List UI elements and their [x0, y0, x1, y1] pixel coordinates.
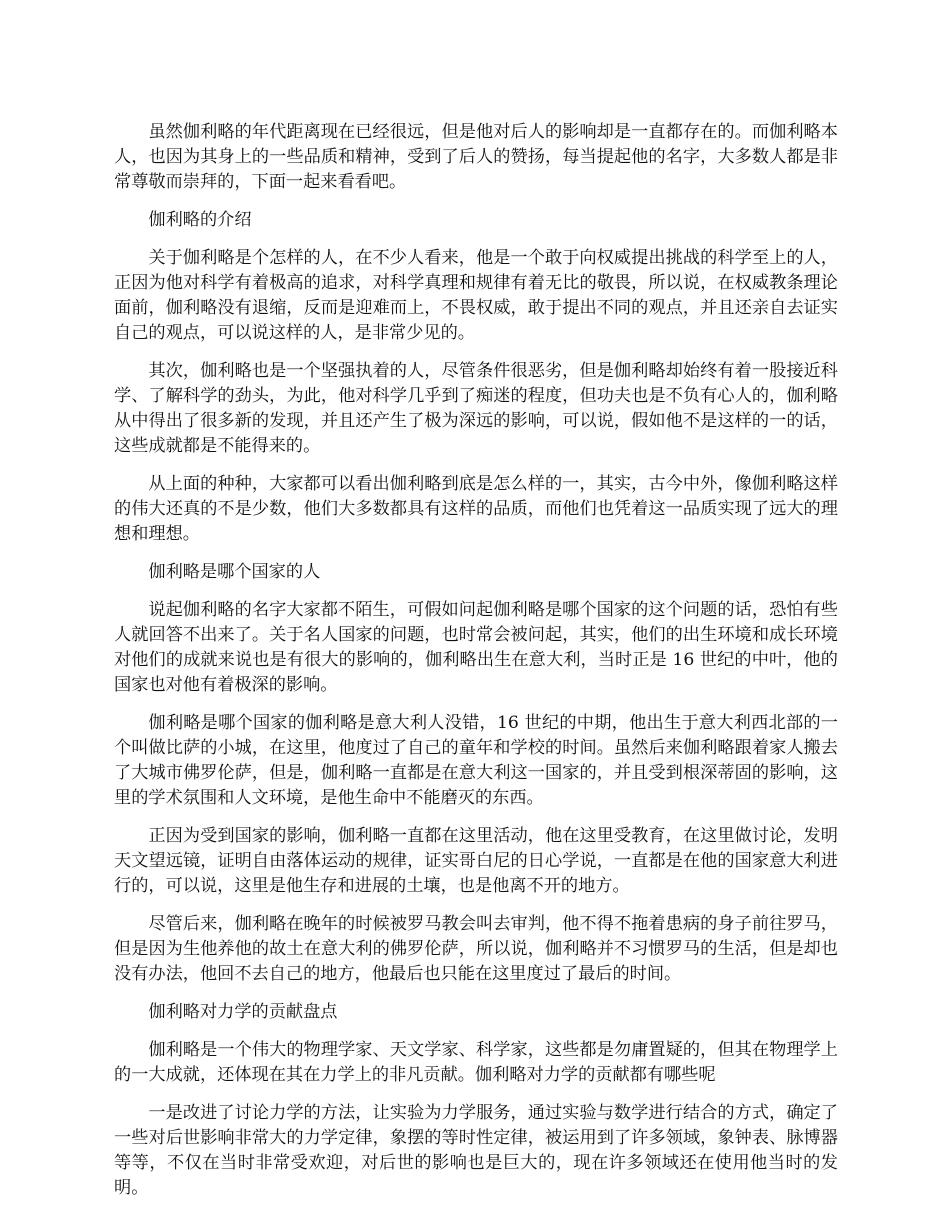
paragraph: 说起伽利略的名字大家都不陌生，可假如问起伽利略是哪个国家的这个问题的话，恐怕有些人就回答不出来了。关于名人国家的问题，也时常会被问起，其实，他们的出生环境和成长环境对他们的成就来说也是有很大的影响的，伽利略出生在意大利，当时正是 16 世纪的中叶，他的国家也对他有着极深的影响。 — [114, 600, 838, 695]
paragraph: 正因为受到国家的影响，伽利略一直都在这里活动，他在这里受教育，在这里做讨论，发明天文望远镜，证明自由落体运动的规律，证实哥白尼的日心学说，一直都是在他的国家意大利进行的，可以说，这里是他生存和进展的土壤，也是他离不开的地方。 — [114, 826, 838, 896]
paragraph: 关于伽利略是个怎样的人，在不少人看来，他是一个敢于向权威提出挑战的科学至上的人，正因为他对科学有着极高的追求，对科学真理和规律有着无比的敬畏，所以说，在权威教条理论面前，伽利略没有退缩，反而是迎难而上，不畏权威，敢于提出不同的观点，并且还亲自去证实自己的观点，可以说这样的人，是非常少见的。 — [114, 248, 838, 343]
section-heading-mechanics: 伽利略对力学的贡献盘点 — [148, 1002, 338, 1022]
paragraph: 从上面的种种，大家都可以看出伽利略到底是怎么样的一，其实，古今中外，像伽利略这样的伟大还真的不是少数，他们大多数都具有这样的品质，而他们也凭着这一品质实现了远大的理想和理想。 — [114, 474, 838, 544]
paragraph: 一是改进了讨论力学的方法，让实验为力学服务，通过实验与数学进行结合的方式，确定了一些对后世影响非常大的力学定律，象摆的等时性定律，被运用到了许多领域，象钟表、脉博器等等，不仅在当时非常受欢迎，对后世的影响也是巨大的，现在许多领域还在使用他当时的发明。 — [114, 1103, 838, 1198]
section-heading-country: 伽利略是哪个国家的人 — [148, 562, 321, 582]
section-heading-introduction: 伽利略的介绍 — [148, 210, 252, 230]
paragraph: 其次，伽利略也是一个坚强执着的人，尽管条件很恶劣，但是伽利略却始终有着一股接近科学、了解科学的劲头，为此，他对科学几乎到了痴迷的程度，但功夫也是不负有心人的，伽利略从中得出了很多新的发现，并且还产生了极为深远的影响，可以说，假如他不是这样的一的话，这些成就都是不能得来的。 — [114, 361, 838, 456]
intro-paragraph: 虽然伽利略的年代距离现在已经很远，但是他对后人的影响却是一直都存在的。而伽利略本人，也因为其身上的一些品质和精神，受到了后人的赞扬，每当提起他的名字，大多数人都是非常尊敬而崇拜的，下面一起来看看吧。 — [114, 122, 838, 192]
paragraph: 伽利略是一个伟大的物理学家、天文学家、科学家，这些都是勿庸置疑的，但其在物理学上的一大成就，还体现在其在力学上的非凡贡献。伽利略对力学的贡献都有哪些呢 — [114, 1040, 838, 1085]
paragraph: 伽利略是哪个国家的伽利略是意大利人没错，16 世纪的中期，他出生于意大利西北部的一个叫做比萨的小城，在这里，他度过了自己的童年和学校的时间。虽然后来伽利略跟着家人搬去了大城市佛罗伦萨，但是，伽利略一直都是在意大利这一国家的，并且受到根深蒂固的影响，这里的学术氛围和人文环境，是他生命中不能磨灭的东西。 — [114, 713, 838, 808]
paragraph: 尽管后来，伽利略在晚年的时候被罗马教会叫去审判，他不得不拖着患病的身子前往罗马，但是因为生他养他的故土在意大利的佛罗伦萨，所以说，伽利略并不习惯罗马的生活，但是却也没有办法，他回不去自己的地方，他最后也只能在这里度过了最后的时间。 — [114, 914, 838, 984]
